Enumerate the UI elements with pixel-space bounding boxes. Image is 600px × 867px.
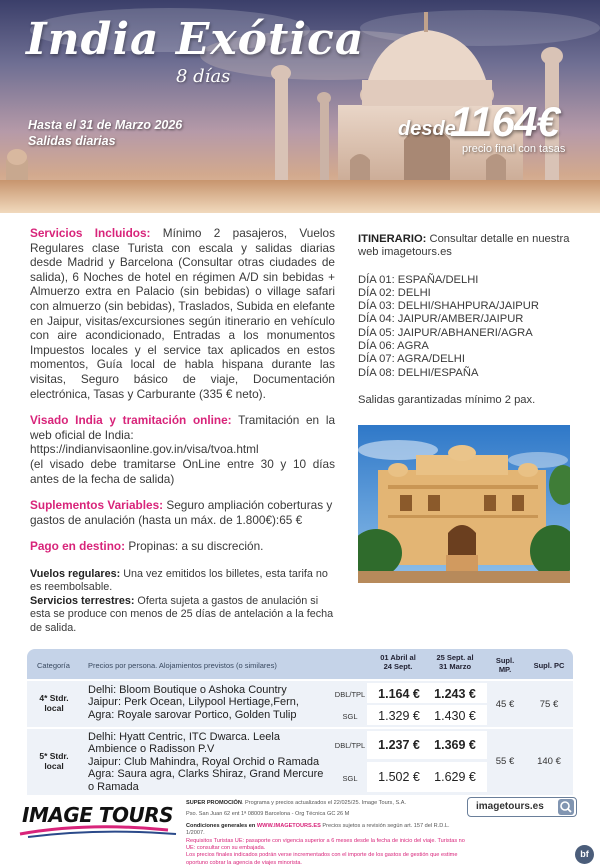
address-line: Pso. San Juan 62 ent 1ª 08009 Barcelona - Org Técnica GC 26 M (186, 811, 350, 818)
promo-line (186, 800, 466, 807)
header-category: Categoría (37, 661, 70, 670)
land-label: Servicios terrestres: (30, 594, 135, 607)
services-paragraph (30, 226, 335, 401)
hero-banner (0, 0, 600, 213)
payment-label: Pago en destino: (30, 539, 126, 554)
price-table (27, 649, 573, 796)
price-cell: 1.164 € (378, 687, 420, 701)
itinerary-day: DÍA 03: DELHI/SHAHPURA/JAIPUR (358, 300, 539, 313)
from-label: desde (398, 118, 456, 140)
row-category: 5* Stdr. local (39, 751, 69, 771)
supplement-pc: 75 € (539, 699, 559, 710)
conditions-column (30, 226, 335, 635)
header-supl-pc: Supl. PC (533, 661, 565, 670)
validity-date: Hasta el 31 de Marzo 2026 (28, 118, 183, 132)
supplements-paragraph (30, 498, 335, 527)
room-type-label: SGL (342, 712, 358, 721)
supplements-text: Seguro ampliación coberturas y gastos de anulación (hasta un máx. de 1.800€):65 € (30, 498, 333, 527)
table-header (27, 649, 573, 679)
hotel-line: Jaipur: Perk Ocean, Lilypool Hertiage,Fern, (88, 696, 299, 709)
header-period-2: 25 Sept. al 31 Marzo (436, 653, 474, 671)
supplement-pc: 140 € (537, 756, 561, 767)
row-hotels (88, 731, 323, 793)
hotel-line: o Ramada (88, 780, 139, 793)
itinerary-day: DÍA 08: DELHI/ESPAÑA (358, 366, 479, 379)
duration-label: 8 días (176, 66, 231, 87)
website-button[interactable] (467, 797, 577, 817)
visa-paragraph (30, 413, 335, 486)
hotel-line: Jaipur: Club Mahindra, Royal Orchid o Ramada (88, 755, 320, 768)
header-description: Precios por persona. Alojamientos previstos (o similares) (88, 661, 277, 670)
supplement-mp: 45 € (495, 699, 515, 710)
itinerary-day: DÍA 05: JAIPUR/ABHANERI/AGRA (358, 326, 533, 339)
legal-line: Los precios finales indicados podrán verse incrementados con el importe de los gastos de gestión que estime oportuno cobrar la agencia de viajes minorista. (186, 852, 458, 866)
itinerary-day: DÍA 02: DELHI (358, 286, 431, 299)
website-label: imagetours.es (476, 801, 544, 812)
itinerary-column (358, 233, 578, 407)
hotel-line: Agra: Royale sarovar Portico, Golden Tulip (88, 708, 297, 721)
page-title: India Exótica (26, 14, 365, 65)
bf-badge[interactable]: bf (575, 845, 594, 864)
payment-paragraph (30, 539, 335, 554)
conditions-label: Condiciones generales en (186, 822, 257, 829)
headline-price: 1164€ (450, 98, 559, 145)
departures-label: Salidas diarias (28, 134, 116, 148)
price-cell: 1.629 € (434, 770, 476, 784)
itinerary-day: DÍA 04: JAIPUR/AMBER/JAIPUR (358, 313, 524, 326)
itinerary-text: Consultar detalle en nuestra web imagetours.es (358, 233, 570, 259)
payment-text: Propinas: a su discreción. (125, 539, 264, 554)
hotel-line: Ambience o Radisson P.V (88, 743, 215, 756)
row-hotels (88, 684, 299, 721)
supplements-label: Suplementos Variables: (30, 498, 164, 513)
table-row (27, 681, 573, 727)
room-type-label: DBL/TPL (334, 690, 366, 699)
logo-swoosh-icon (18, 824, 178, 838)
conditions-line (186, 823, 466, 838)
visa-text: Tramitación en la web oficial de India: (30, 413, 336, 442)
header-period-1: 01 Abril al 24 Sept. (380, 653, 416, 671)
land-text: Oferta sujeta a gastos de anulación si esta se produce con menos de 25 días de antelación a la fecha de salida. (30, 594, 334, 634)
itinerary-day: DÍA 01: ESPAÑA/DELHI (358, 273, 479, 286)
services-text: Mínimo 2 pasajeros, Vuelos Regulares clase Turista con escala y salidas diarias desde Madrid y Barcelona (Consultar otras ciudades de salida), 6 Noches de hotel en régimen A/D sin bebidas + Almuerzo extra en Palacio (sin bebidas) o village safari con almuerzo (sin bebidas), Traslados, Subida en elefante en Jaipur, visitas/excursiones según itinerario en vehículo con aire acondicionado, Entradas a los monumentos Impuestos locales y el service tax aplicados en estos momentos, Guía local de habla hispana durante las visitas, Seguro básico de viaje, Documentación electrónica, Tasas y Carburante (335 € neto). (30, 226, 336, 401)
itinerary-list (358, 274, 578, 380)
hotel-line: Delhi: Bloom Boutique o Ashoka Country (88, 684, 287, 696)
visa-label: Visado India y tramitación online: (30, 413, 232, 428)
visa-note: (el visado debe tramitarse OnLine entre 30 y 10 días antes de la fecha de salida) (30, 456, 335, 486)
hotel-line: Agra: Saura agra, Clarks Shiraz, Grand Mercure (88, 768, 324, 781)
row-category: 4* Stdr. local (39, 693, 69, 713)
promo-text: . Programa y precios actualizados el 22/025/25. Image Tours, S.A. (241, 800, 407, 806)
flights-label: Vuelos regulares: (30, 567, 121, 580)
supplement-mp: 55 € (495, 756, 515, 767)
visa-url[interactable]: https://indianvisaonline.gov.in/visa/tvoa.html (30, 442, 259, 457)
flights-text: Una vez emitidos los billetes, esta tarifa no es reembolsable. (30, 567, 328, 594)
price-cell: 1.329 € (378, 709, 420, 723)
price-cell: 1.243 € (434, 687, 476, 701)
conditions-text: Precios sujetos a revisión según art. 157 del R.D.L. 1/2007. (186, 822, 450, 837)
land-paragraph (30, 595, 335, 635)
legal-line: Requisitos Turistas UE: pasaporte con vigencia superior a 6 meses desde la fecha de inicio del viaje. Turistas no UE: consultar con su embajada. (186, 837, 465, 852)
header-supl-mp: Supl. MP. (495, 656, 515, 674)
price-cell: 1.430 € (434, 709, 476, 723)
price-cell: 1.369 € (434, 738, 476, 752)
palace-photo (358, 425, 570, 583)
price-cell: 1.502 € (378, 770, 420, 784)
price-cell: 1.237 € (378, 738, 420, 752)
table-row (27, 729, 573, 795)
promo-label: SUPER PROMOCIÓN (186, 800, 242, 806)
brand-logo: IMAGE TOURS (22, 803, 174, 827)
guarantee-text: Salidas garantizadas mínimo 2 pax. (358, 393, 536, 406)
services-label: Servicios Incluidos: (30, 226, 151, 240)
search-icon (558, 799, 574, 815)
itinerary-day: DÍA 06: AGRA (358, 340, 429, 353)
conditions-link[interactable]: WWW.IMAGETOURS.ES (256, 822, 321, 829)
room-type-label: DBL/TPL (334, 741, 366, 750)
room-type-label: SGL (342, 774, 358, 783)
price-note: precio final con tasas (462, 143, 566, 155)
itinerary-day: DÍA 07: AGRA/DELHI (358, 353, 465, 366)
flights-paragraph (30, 568, 335, 595)
itinerary-intro (358, 233, 578, 260)
legal-footer (186, 800, 466, 867)
itinerary-label: ITINERARIO: (358, 233, 427, 245)
hotel-line: Delhi: Hyatt Centric, ITC Dwarca. Leela (88, 731, 280, 743)
